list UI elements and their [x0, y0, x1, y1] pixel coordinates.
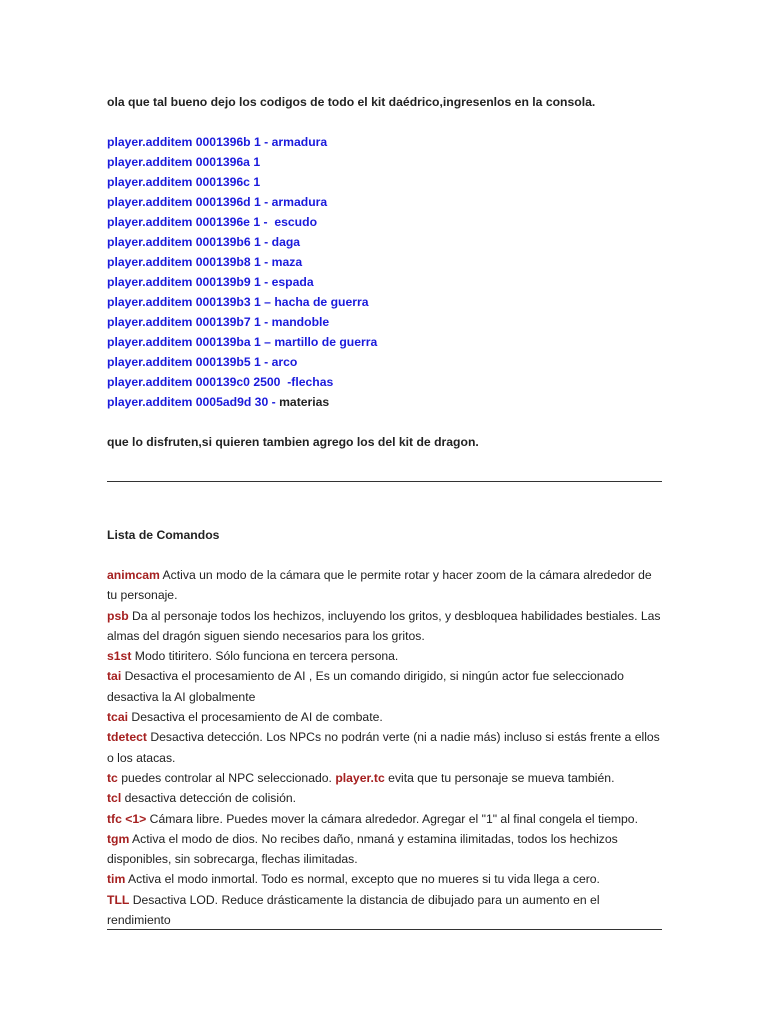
code-line — [107, 312, 662, 332]
code-text: player.additem 0005ad9d 30 — [107, 395, 269, 409]
code-line — [107, 372, 662, 392]
command-description: Activa el modo de dios. No recibes daño, nmaná y estamina ilimitadas, todos los hechizos disponibles, sin sobrecarga, flechas ilimitadas. — [107, 831, 618, 867]
command-entry — [107, 869, 662, 889]
code-text: player.additem 0001396d 1 — [107, 195, 261, 209]
command-name: tdetect — [107, 730, 147, 745]
command-description: Desactiva LOD. Reduce drásticamente la distancia de dibujado para un aumento en el rendimiento — [107, 892, 600, 928]
command-description: Modo titiritero. Sólo funciona en tercera persona. — [131, 649, 399, 664]
command-name: animcam — [107, 568, 160, 582]
code-note: – martillo de guerra — [260, 335, 378, 349]
code-line — [107, 232, 662, 252]
code-line — [107, 252, 662, 272]
code-note: - arco — [260, 355, 298, 369]
command-name: psb — [107, 608, 129, 623]
command-entry — [107, 768, 662, 788]
code-list — [107, 132, 662, 412]
command-description: Desactiva el procesamiento de AI , Es un comando dirigido, si ningún actor fue seleccionado desactiva la AI globalmente — [107, 669, 624, 704]
code-note: - armadura — [260, 135, 328, 149]
command-entry — [107, 646, 662, 666]
code-text: player.additem 0001396a 1 — [107, 155, 261, 169]
code-note: - espada — [260, 275, 314, 289]
code-line — [107, 212, 662, 232]
intro-section — [107, 92, 662, 464]
command-description: Activa el modo inmortal. Todo es normal, excepto que no mueres si tu vida llega a cero. — [125, 872, 600, 887]
command-entry — [107, 890, 662, 931]
code-line — [107, 352, 662, 372]
code-text: player.additem 000139b6 1 — [107, 235, 261, 249]
command-description: Da al personaje todos los hechizos, incluyendo los gritos, y desbloquea habilidades bestiales. Las almas del dragón siguen siendo necesarios para los gritos. — [107, 608, 661, 643]
command-name: tgm — [107, 831, 130, 846]
command-description-secondary: evita que tu personaje se mueva también. — [384, 770, 615, 785]
command-name: tcl — [107, 791, 122, 806]
command-name: s1st — [107, 649, 132, 664]
command-name: tcai — [107, 710, 129, 725]
command-name: TLL — [107, 892, 130, 907]
command-entry — [107, 666, 662, 707]
command-name: tc — [107, 770, 118, 785]
code-note: - armadura — [260, 195, 328, 209]
code-note: - daga — [260, 235, 301, 249]
command-description: Cámara libre. Puedes mover la cámara alrededor. Agregar el "1" al final congela el tiempo. — [146, 811, 638, 826]
command-description: desactiva detección de colisión. — [121, 791, 297, 806]
code-line — [107, 292, 662, 312]
code-note: – hacha de guerra — [260, 295, 369, 309]
code-text: player.additem 000139c0 2500 — [107, 375, 281, 389]
command-name-secondary: player.tc — [335, 770, 385, 785]
command-name: tai — [107, 669, 122, 684]
code-text: player.additem 000139b9 1 — [107, 275, 261, 289]
command-list-section — [107, 525, 662, 930]
code-line — [107, 152, 662, 172]
outro-text: que lo disfruten,si quieren tambien agrego los del kit de dragon. — [107, 435, 479, 449]
code-note: - maza — [260, 255, 303, 269]
code-line — [107, 272, 662, 292]
code-text: player.additem 000139b7 1 — [107, 315, 261, 329]
code-note: -flechas — [280, 375, 334, 389]
code-line — [107, 172, 662, 192]
code-text: player.additem 000139ba 1 — [107, 335, 261, 349]
code-text: player.additem 0001396e 1 — [107, 215, 261, 229]
command-list — [107, 565, 662, 930]
code-note: - escudo — [260, 215, 318, 229]
command-entry — [107, 606, 662, 647]
code-text: player.additem 000139b5 1 — [107, 355, 261, 369]
code-note: - — [268, 395, 276, 409]
command-entry — [107, 565, 662, 606]
list-heading: Lista de Comandos — [107, 528, 220, 542]
code-note-black: materias — [275, 395, 330, 409]
horizontal-divider-bottom — [107, 929, 662, 930]
horizontal-divider — [107, 481, 662, 482]
command-description: Desactiva detección. Los NPCs no podrán verte (ni a nadie más) incluso si estás frente a ellos o los atacas. — [107, 730, 660, 765]
command-name: tfc <1> — [107, 811, 147, 826]
command-entry — [107, 788, 662, 808]
code-text: player.additem 000139b8 1 — [107, 255, 261, 269]
command-description: Desactiva el procesamiento de AI de combate. — [128, 710, 383, 725]
command-entry — [107, 727, 662, 768]
code-text: player.additem 000139b3 1 — [107, 295, 261, 309]
code-note: - mandoble — [260, 315, 330, 329]
command-description: puedes controlar al NPC seleccionado. — [117, 770, 336, 785]
code-text: player.additem 0001396c 1 — [107, 175, 261, 189]
command-entry — [107, 829, 662, 870]
code-line — [107, 132, 662, 152]
code-line — [107, 392, 662, 412]
command-entry — [107, 809, 662, 829]
code-text: player.additem 0001396b 1 — [107, 135, 261, 149]
command-description: Activa un modo de la cámara que le permite rotar y hacer zoom de la cámara alrededor de tu personaje. — [107, 568, 652, 603]
intro-text: ola que tal bueno dejo los codigos de todo el kit daédrico,ingresenlos en la consola. — [107, 95, 596, 109]
code-line — [107, 332, 662, 352]
code-line — [107, 192, 662, 212]
command-name: tim — [107, 872, 126, 887]
command-entry — [107, 707, 662, 727]
